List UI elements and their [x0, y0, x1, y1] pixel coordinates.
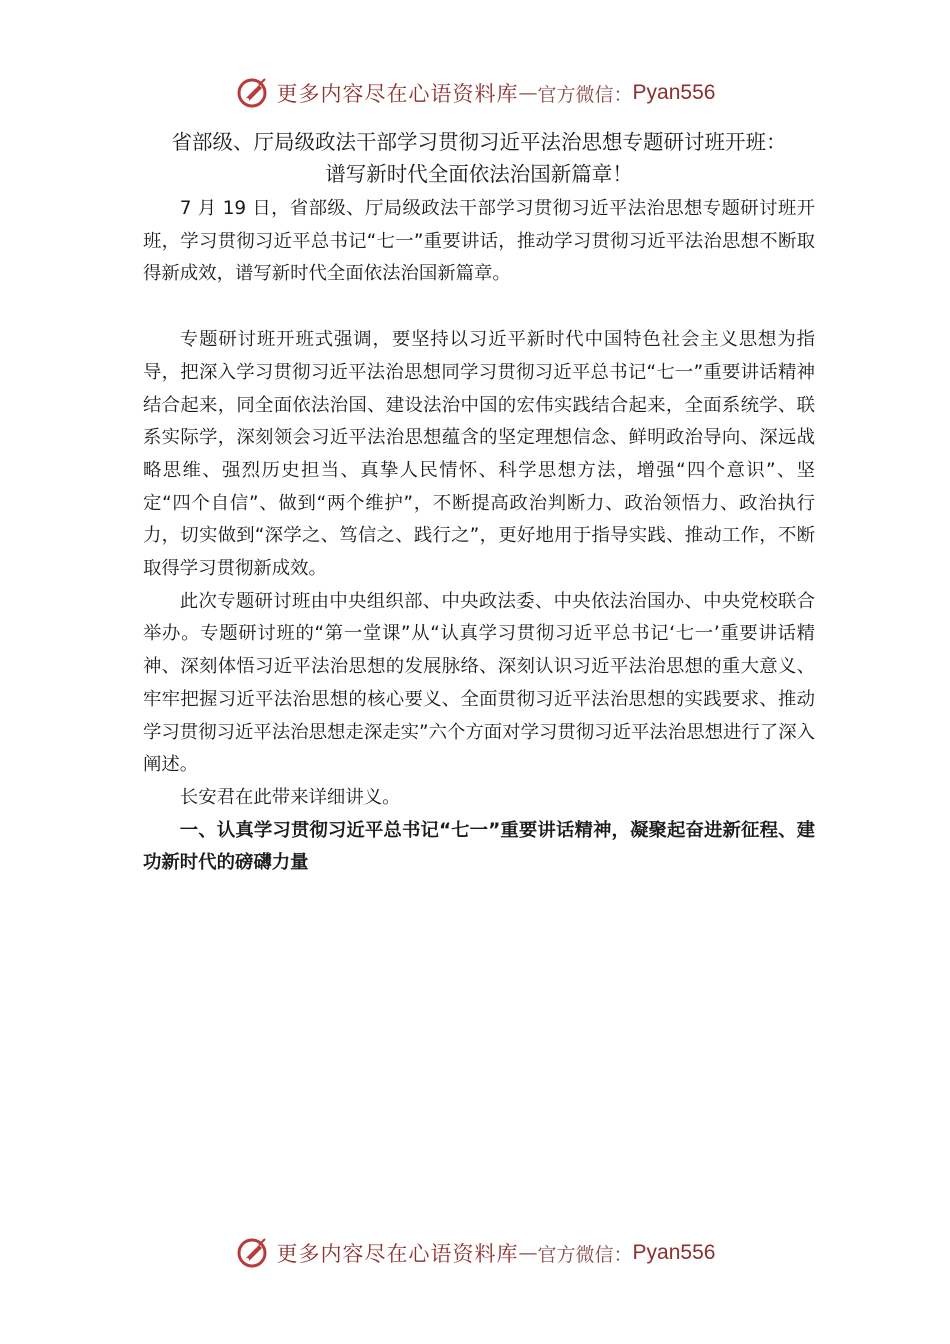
quill-pen-logo-icon — [235, 1235, 271, 1271]
paragraph-spacer — [143, 291, 815, 324]
watermark-sub-text: 官方微信： — [537, 83, 633, 106]
watermark-main-text: 更多内容尽在心语资料库 — [276, 1242, 519, 1266]
paragraph-3: 此次专题研讨班由中央组织部、中央政法委、中央依法治国办、中央党校联合举办。专题研讨班的“第一堂课”从“认真学习贯彻习近平总书记‘七一’重要讲话精神、深刻体悟习近平法治思想的发展脉络、深刻认识习近平法治思想的重大意义、牢牢把握习近平法治思想的核心要义、全面贯彻习近平法治思想的实践要求、推动学习贯彻习近平法治思想走深走实”六个方面对学习贯彻习近平法治思想进行了深入阐述。 — [143, 590, 815, 776]
paragraph-1: 7 月 19 日，省部级、厅局级政法干部学习贯彻习近平法治思想专题研讨班开班，学习贯彻习近平总书记“七一”重要讲话，推动学习贯彻习近平法治思想不断取得新成效，谱写新时代全面依法治国新篇章。 — [143, 198, 815, 285]
document-body — [143, 126, 815, 880]
watermark-wechat-id: Pyan556 — [632, 81, 716, 104]
paragraph-4: 长安君在此带来详细讲义。 — [179, 786, 401, 808]
document-title-line-2: 谱写新时代全面依法治国新篇章！ — [325, 162, 633, 186]
quill-pen-logo-icon — [235, 75, 271, 111]
watermark-main-text: 更多内容尽在心语资料库 — [276, 82, 519, 106]
watermark-wechat-id: Pyan556 — [632, 1241, 716, 1264]
section-heading-1: 一、认真学习贯彻习近平总书记“七一”重要讲话精神，凝聚起奋进新征程、建功新时代的磅礴力量 — [143, 819, 815, 874]
watermark-dash: — — [518, 1242, 538, 1264]
watermark-dash: — — [518, 82, 538, 104]
document-title-line-1: 省部级、厅局级政法干部学习贯彻习近平法治思想专题研讨班开班： — [171, 130, 787, 154]
watermark-sub-text: 官方微信： — [537, 1243, 633, 1266]
paragraph-2: 专题研讨班开班式强调，要坚持以习近平新时代中国特色社会主义思想为指导，把深入学习贯彻习近平法治思想同学习贯彻习近平总书记“七一”重要讲话精神结合起来，同全面依法治国、建设法治中国的宏伟实践结合起来，全面系统学、联系实际学，深刻领会习近平法治思想蕴含的坚定理想信念、鲜明政治导向、深远战略思维、强烈历史担当、真挚人民情怀、科学思想方法，增强“四个意识”、坚定“四个自信”、做到“两个维护”，不断提高政治判断力、政治领悟力、政治执行力，切实做到“深学之、笃信之、践行之”，更好地用于指导实践、推动工作，不断取得学习贯彻新成效。 — [143, 329, 815, 580]
footer-watermark — [0, 1233, 950, 1273]
header-watermark — [0, 73, 950, 113]
